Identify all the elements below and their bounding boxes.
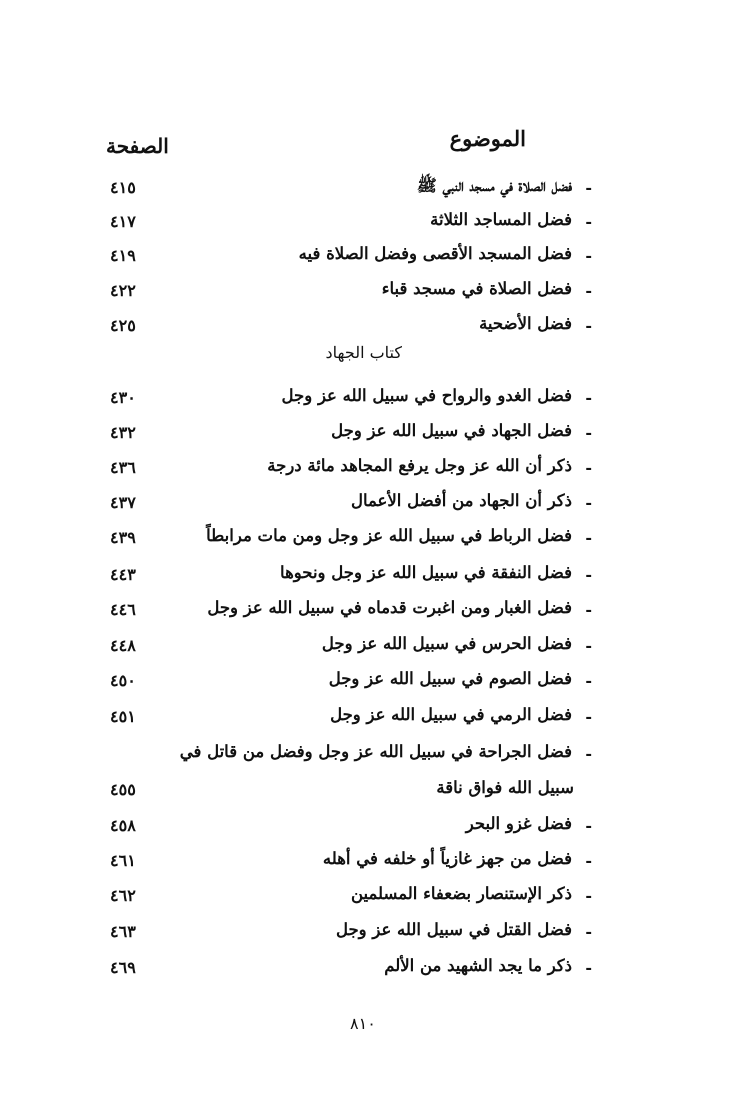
column-header-topic: الموضوع <box>449 126 526 151</box>
toc-entry <box>0 384 752 418</box>
toc-entry <box>0 454 752 488</box>
entry-page-number: ٤٦٢ <box>110 886 136 905</box>
entry-dash: - <box>585 671 592 690</box>
section-title: كتاب الجهاد <box>325 343 402 362</box>
entry-page-number: ٤٥١ <box>110 707 136 726</box>
toc-entry <box>0 242 752 276</box>
toc-entry <box>0 632 752 666</box>
toc-entry <box>0 174 752 208</box>
entry-dash: - <box>585 458 592 477</box>
entry-dash: - <box>585 851 592 870</box>
entry-page-number: ٤٥٥ <box>110 780 136 799</box>
entry-title: فضل القتل في سبيل الله عز وجل <box>335 920 572 939</box>
entry-page-number: ٤٣٦ <box>110 458 136 477</box>
toc-entry <box>0 419 752 453</box>
entry-dash: - <box>585 600 592 619</box>
entry-title: فضل الحرس في سبيل الله عز وجل <box>321 634 572 653</box>
entry-dash: - <box>585 886 592 905</box>
entry-page-number: ٤٤٣ <box>110 565 136 584</box>
entry-title: فضل الغدو والرواح في سبيل الله عز وجل <box>281 386 572 405</box>
toc-entry <box>0 524 752 558</box>
toc-entry-continuation <box>0 776 752 810</box>
toc-entry <box>0 740 752 774</box>
entry-page-number: ٤٣٧ <box>110 493 136 512</box>
toc-entry <box>0 208 752 242</box>
entry-page-number: ٤٣٠ <box>110 388 136 407</box>
entry-title: فضل غزو البحر <box>465 814 572 833</box>
entry-page-number: ٤٦٩ <box>110 958 136 977</box>
entry-dash: - <box>585 707 592 726</box>
entry-title: فضل الجهاد في سبيل الله عز وجل <box>331 421 572 440</box>
toc-entry <box>0 312 752 346</box>
entry-page-number: ٤٤٦ <box>110 600 136 619</box>
entry-dash: - <box>585 922 592 941</box>
toc-entry <box>0 489 752 523</box>
entry-title: فضل الصوم في سبيل الله عز وجل <box>328 669 572 688</box>
entry-title: فضل من جهز غازياً أو خلفه في أهله <box>322 849 572 868</box>
entry-page-number: ٤٦١ <box>110 851 136 870</box>
toc-entry <box>0 596 752 630</box>
footer-page-number: ٨١٠ <box>350 1014 376 1033</box>
entry-title-continuation: سبيل الله فواق ناقة <box>436 778 574 797</box>
entry-title: فضل الرمي في سبيل الله عز وجل <box>330 705 572 724</box>
entry-page-number: ٤٤٨ <box>110 636 136 655</box>
entry-page-number: ٤١٧ <box>110 212 136 231</box>
entry-dash: - <box>585 388 592 407</box>
entry-dash: - <box>585 246 592 265</box>
entry-title: ذكر ما يجد الشهيد من الألم <box>384 956 572 975</box>
entry-page-number: ٤٣٢ <box>110 423 136 442</box>
entry-page-number: ٤٢٥ <box>110 316 136 335</box>
entry-dash: - <box>585 958 592 977</box>
entry-title: فضل المسجد الأقصى وفضل الصلاة فيه <box>298 244 572 263</box>
entry-dash: - <box>585 423 592 442</box>
toc-entry <box>0 882 752 916</box>
entry-dash: - <box>585 528 592 547</box>
entry-title: ذكر أن الله عز وجل يرفع المجاهد مائة درجة <box>267 456 572 475</box>
entry-page-number: ٤١٥ <box>110 178 136 197</box>
entry-title: فضل الرباط في سبيل الله عز وجل ومن مات مرابطاً <box>206 526 572 545</box>
entry-page-number: ٤٦٣ <box>110 922 136 941</box>
entry-title: فضل الغبار ومن اغبرت قدماه في سبيل الله عز وجل <box>207 598 572 617</box>
entry-dash: - <box>585 493 592 512</box>
toc-entry <box>0 277 752 311</box>
entry-dash: - <box>585 281 592 300</box>
column-header-page: الصفحة <box>106 134 169 158</box>
entry-page-number: ٤١٩ <box>110 246 136 265</box>
toc-entry <box>0 703 752 737</box>
entry-dash: - <box>585 212 592 231</box>
entry-dash: - <box>585 744 592 763</box>
toc-entry <box>0 918 752 952</box>
entry-title: فضل الصلاة في مسجد قباء <box>381 279 572 298</box>
entry-page-number: ٤٣٩ <box>110 528 136 547</box>
entry-title: فضل الصلاة في مسجد النبي ﷺ <box>416 176 572 195</box>
entry-dash: - <box>585 316 592 335</box>
entry-title: ذكر الإستنصار بضعفاء المسلمين <box>350 884 572 903</box>
entry-title: فضل الجراحة في سبيل الله عز وجل وفضل من قاتل في <box>179 742 572 761</box>
entry-page-number: ٤٢٢ <box>110 281 136 300</box>
entry-title: فضل الأضحية <box>479 314 572 333</box>
toc-entry <box>0 847 752 881</box>
toc-entry <box>0 954 752 988</box>
entry-dash: - <box>585 816 592 835</box>
entry-dash: - <box>585 636 592 655</box>
entry-title: ذكر أن الجهاد من أفضل الأعمال <box>350 491 572 510</box>
toc-entry <box>0 561 752 595</box>
toc-entry <box>0 812 752 846</box>
toc-entry <box>0 667 752 701</box>
entry-title: فضل المساجد الثلاثة <box>430 210 572 229</box>
entry-title: فضل النفقة في سبيل الله عز وجل ونحوها <box>280 563 572 582</box>
entry-page-number: ٤٥٠ <box>110 671 136 690</box>
entry-dash: - <box>585 565 592 584</box>
entry-page-number: ٤٥٨ <box>110 816 136 835</box>
entry-dash: - <box>585 178 592 197</box>
